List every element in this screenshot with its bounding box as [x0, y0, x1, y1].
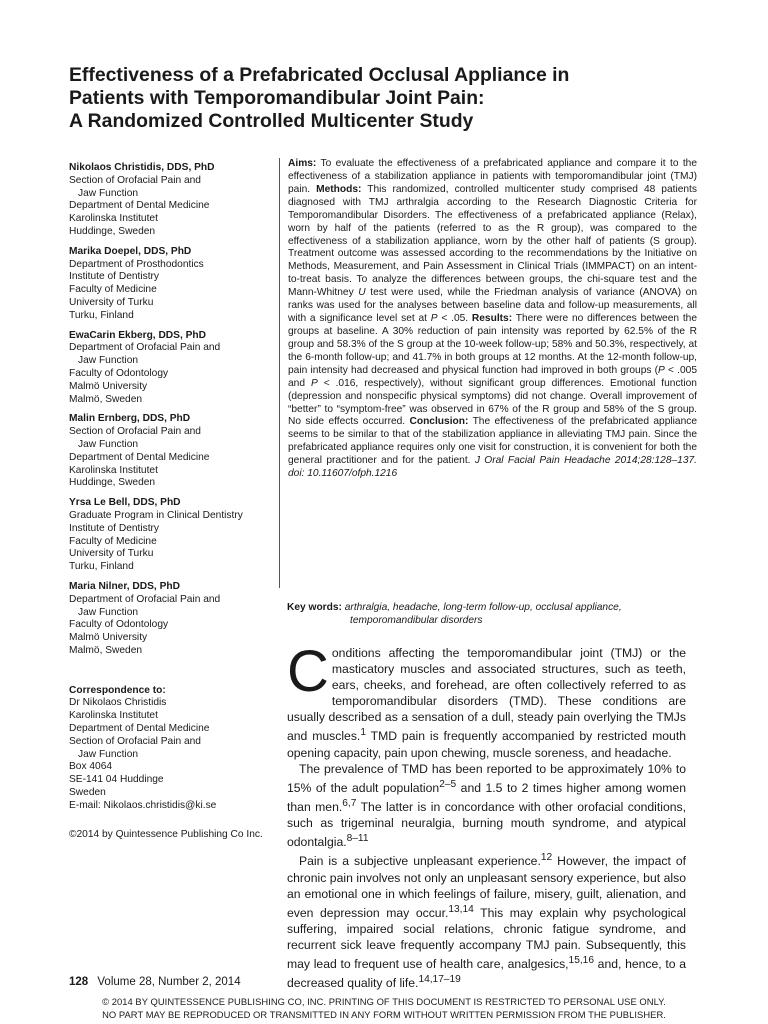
correspondence-heading: Correspondence to:	[69, 684, 166, 696]
affiliation-line: Section of Orofacial Pain and	[69, 174, 201, 186]
page-number: 128	[69, 976, 89, 988]
keywords-label: Key words:	[287, 602, 342, 613]
results-text: < .016, respectively), without significant group differences. Emotional function (depression and nonspecific physical symptoms) did not change. Overall improvement of “better” to “symptom-free” was observed in 67% of the R group and 58% of the S group. No side effects occurred.	[288, 377, 697, 428]
affiliation-line: Faculty of Odontology	[69, 367, 169, 379]
affiliation-line: Department of Orofacial Pain and	[69, 342, 221, 354]
affiliation-line: Department of Orofacial Pain and	[69, 593, 221, 605]
correspondence-line: Karolinska Institutet	[69, 710, 158, 722]
author-sidebar	[69, 162, 269, 841]
article-title	[69, 64, 709, 133]
affiliation-line: Malmö University	[69, 380, 148, 392]
correspondence-line: SE-141 04 Huddinge	[69, 774, 164, 786]
article-body	[287, 639, 687, 991]
author-block	[69, 581, 269, 658]
body-paragraph	[287, 639, 686, 761]
results-p: P	[310, 377, 318, 389]
aims-label: Aims:	[288, 158, 317, 169]
affiliation-line: Institute of Dentistry	[69, 522, 160, 534]
affiliation-line: Jaw Function	[78, 187, 139, 199]
reference: 14,17–19	[418, 974, 461, 986]
results-text: There were no differences between the groups at baseline. A 30% reduction of pain intensity was reported by 62.5% of the R group and 58.3% of the S group at the 10-week follow-up; 58% and 50.3%, respectively, at the 6-month follow-up; and 41.7% in both groups at 12 months. At the 12-month follow-up, pain intensity had decreased and physical function had improved in both groups (	[288, 313, 697, 376]
notice-line: NO PART MAY BE REPRODUCED OR TRANSMITTED IN ANY FORM WITHOUT WRITTEN PERMISSION FROM THE PUBLISHER.	[102, 1009, 666, 1020]
reference: 6,7	[342, 797, 357, 809]
author-name: Maria Nilner, DDS, PhD	[69, 580, 180, 592]
body-paragraph	[287, 850, 686, 991]
affiliation-line: Institute of Dentistry	[69, 271, 160, 283]
body-text: Pain is a subjective unpleasant experience.	[299, 854, 541, 869]
reference: 12	[540, 852, 553, 864]
conclusion-text: The effectiveness of the prefabricated appliance seems to be similar to that of the stabilization appliance in alleviating TMJ pain. Since the prefabricated appliance requires only one visit for construction, it is convenient for both the general practitioner and for the patient.	[288, 416, 697, 467]
affiliation-line: Graduate Program in Clinical Dentistry	[69, 509, 243, 521]
correspondence-email[interactable]: E-mail: Nikolaos.christidis@ki.se	[69, 799, 217, 811]
author-name: Marika Doepel, DDS, PhD	[69, 245, 192, 257]
page-footer	[69, 976, 241, 988]
author-block	[69, 413, 269, 490]
affiliation-line: Jaw Function	[78, 438, 139, 450]
body-paragraph	[287, 761, 686, 851]
correspondence-line: Dr Nikolaos Christidis	[69, 697, 167, 709]
correspondence-block	[69, 685, 269, 842]
reference: 13,14	[448, 903, 474, 915]
affiliation-line: Huddinge, Sweden	[69, 477, 156, 489]
keywords-text: arthralgia, headache, long-term follow-up, occlusal appliance,	[344, 602, 622, 613]
methods-u: U	[358, 287, 366, 299]
body-text: TMD pain is frequently accompanied by restricted mouth opening capacity, pain upon chewing, muscle soreness, and headache.	[287, 729, 686, 760]
body-text: This may explain why psychological suffering, impaired social relations, chronic fatigue syndrome, and recurrent sick leave frequently accompany TMJ pain. Subsequently, this may lead to frequent use of health care, analgesics,	[287, 905, 687, 972]
body-text: and 1.5 to 2 times higher among women than men.	[287, 780, 686, 815]
title-line: Patients with Temporomandibular Joint Pain:	[69, 87, 485, 109]
author-block	[69, 330, 269, 407]
correspondence-line: Jaw Function	[78, 748, 139, 760]
affiliation-line: Faculty of Medicine	[69, 535, 157, 547]
affiliation-line: Department of Dental Medicine	[69, 200, 210, 212]
affiliation-line: Karolinska Institutet	[69, 464, 158, 476]
author-name: Malin Ernberg, DDS, PhD	[69, 413, 191, 425]
body-text: The latter is in concordance with other orofacial conditions, such as trigeminal neuralgia, burning mouth syndrome, and atypical odontalgia.	[287, 800, 686, 850]
results-label: Results:	[471, 313, 513, 325]
affiliation-line: Department of Dental Medicine	[69, 451, 210, 463]
issue-info: Volume 28, Number 2, 2014	[97, 976, 241, 988]
body-text: onditions affecting the temporomandibular joint (TMJ) or the masticatory muscles and associated structures, such as teeth, ears, cheeks, and forehead, are often collectively referred to as temporomandibular disorders (TMD). These conditions are usually described as a sensation of a dull, steady pain overlying the TMJs and muscles.	[287, 646, 686, 744]
affiliation-line: Section of Orofacial Pain and	[69, 426, 201, 438]
copyright-notice	[0, 995, 768, 1021]
affiliation-line: University of Turku	[69, 548, 154, 560]
correspondence-line: Section of Orofacial Pain and	[69, 735, 201, 747]
correspondence-line: Department of Dental Medicine	[69, 723, 210, 735]
aims-text: To evaluate the effectiveness of a prefabricated appliance and compare it to the effectiveness of a stabilization appliance in patients with temporomandibular joint (TMJ) pain.	[288, 158, 697, 195]
keywords-text: temporomandibular disorders	[350, 615, 483, 626]
keywords	[287, 601, 707, 627]
abstract-text	[288, 158, 697, 481]
citation: J Oral Facial Pain Headache 2014;28:128–137. doi: 10.11607/ofph.1216	[288, 455, 697, 480]
affiliation-line: Department of Prosthodontics	[69, 258, 204, 270]
abstract	[279, 158, 697, 588]
affiliation-line: Malmö, Sweden	[69, 644, 143, 656]
affiliation-line: Malmö University	[69, 632, 148, 644]
results-text: < .005 and	[288, 364, 697, 389]
title-line: A Randomized Controlled Multicenter Study	[69, 110, 474, 132]
reference: 2–5	[439, 778, 457, 790]
methods-text: This randomized, controlled multicenter study comprised 48 patients diagnosed with TMJ arthralgia according to the Research Diagnostic Criteria for Temporomandibular Disorders. The effectiveness of a prefabricated appliance (Relax), worn by half of the patients (referred to as the R group), was compared to the effectiveness of a stabilization appliance, worn by the other half of patients (S group). Treatment outcome was assessed according to the recommendations by the Initiative on Methods, Measurement, and Pain Assessment in Clinical Trials (IMMPACT) on an intent-to-treat basis. To analyze the differences between groups, the chi-square test and the Mann-Whitney	[288, 183, 697, 299]
reference: 8–11	[346, 833, 369, 845]
affiliation-line: Faculty of Medicine	[69, 284, 157, 296]
affiliation-line: Malmö, Sweden	[69, 393, 143, 405]
methods-text: < .05.	[441, 313, 469, 325]
affiliation-line: Huddinge, Sweden	[69, 225, 156, 237]
author-block	[69, 246, 269, 323]
conclusion-label: Conclusion:	[409, 416, 469, 428]
author-name: Yrsa Le Bell, DDS, PhD	[69, 497, 181, 509]
affiliation-line: Turku, Finland	[69, 561, 134, 573]
body-text: and, hence, to a decreased quality of life.	[287, 957, 686, 991]
correspondence-line: Box 4064	[69, 761, 113, 773]
title-line: Effectiveness of a Prefabricated Occlusal Appliance in	[69, 64, 570, 86]
affiliation-line: Karolinska Institutet	[69, 213, 158, 225]
affiliation-line: Faculty of Odontology	[69, 619, 169, 631]
author-name: EwaCarin Ekberg, DDS, PhD	[69, 329, 206, 341]
body-text: However, the impact of chronic pain involves not only an unpleasant sensory experience, but also an emotional one in which feelings of failure, misery, guilt, alienation, and even depression may occur.	[287, 854, 686, 920]
methods-label: Methods:	[316, 183, 362, 195]
author-block	[69, 497, 269, 574]
author-name: Nikolaos Christidis, DDS, PhD	[69, 162, 215, 173]
affiliation-line: University of Turku	[69, 296, 154, 308]
body-text: The prevalence of TMD has been reported to be approximately 10% to 15% of the adult population	[287, 761, 686, 795]
reference: 15,16	[568, 955, 594, 967]
affiliation-line: Turku, Finland	[69, 309, 134, 321]
methods-text: test were used, while the Friedman analysis of variance (ANOVA) on ranks was used for the analyses between baseline data and follow-up measurements, all with a significance level set at	[288, 287, 697, 325]
results-p: P	[658, 364, 665, 376]
methods-p: P	[430, 313, 438, 325]
sidebar-copyright: ©2014 by Quintessence Publishing Co Inc.	[69, 828, 263, 840]
author-block	[69, 162, 269, 239]
notice-line: © 2014 BY QUINTESSENCE PUBLISHING CO, INC. PRINTING OF THIS DOCUMENT IS RESTRICTED TO PERSONAL USE ONLY.	[102, 996, 666, 1007]
affiliation-line: Jaw Function	[78, 606, 139, 618]
reference: 1	[360, 727, 366, 739]
drop-cap: C	[287, 639, 329, 704]
affiliation-line: Jaw Function	[78, 355, 139, 367]
correspondence-line: Sweden	[69, 787, 106, 799]
